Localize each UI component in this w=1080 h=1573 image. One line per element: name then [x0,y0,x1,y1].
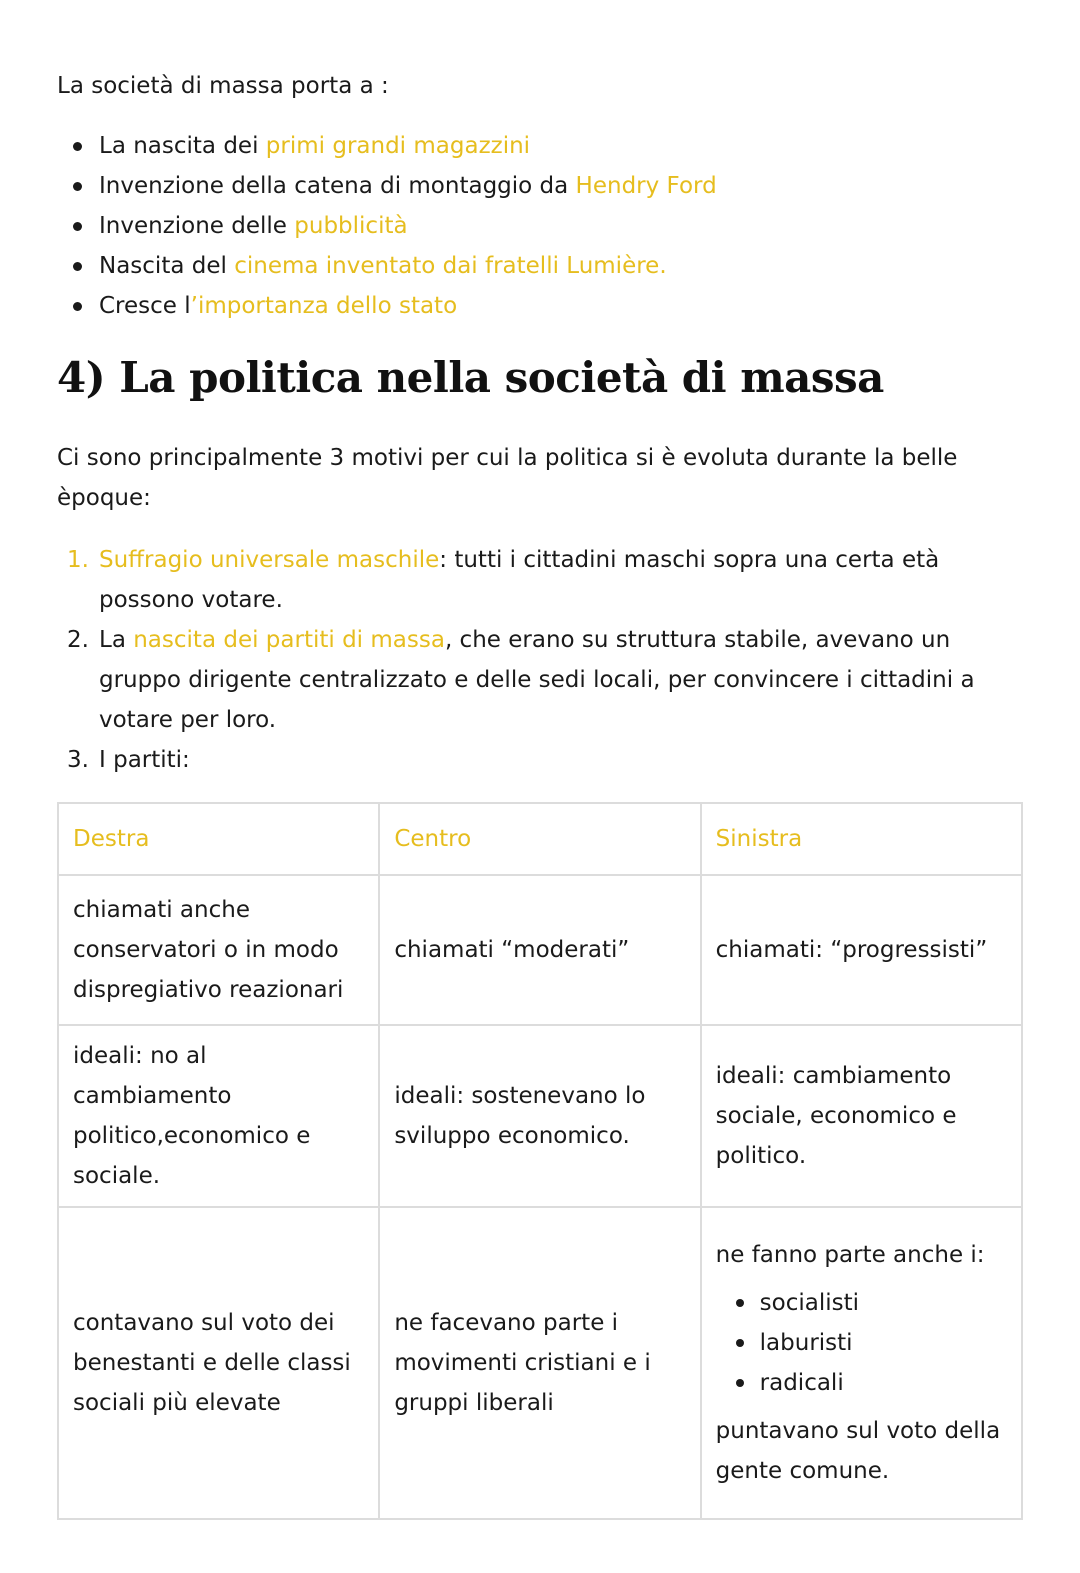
item-text: : tutti i cittadini maschi sopra una certa età possono votare. [99,547,940,613]
list-number: 2. [67,627,89,653]
table-header-row [58,803,1022,875]
list-item: radicali [716,1363,1007,1403]
item-text: Invenzione della catena di montaggio da [99,173,576,199]
parties-table [57,802,1023,1520]
list-item [57,246,717,286]
highlight-text: Suffragio universale maschile [99,547,440,573]
item-text: I partiti: [99,747,190,773]
table-row [58,1207,1022,1519]
header-destra: Destra [58,803,379,875]
table-cell: ideali: cambiamento sociale, economico e politico. [701,1025,1022,1207]
item-text: Cresce l [99,293,191,319]
table-cell: ne facevano parte i movimenti cristiani e i gruppi liberali [379,1207,700,1519]
list-item: socialisti [716,1283,1007,1323]
section-title: 4) La politica nella società di massa [57,353,884,402]
table-cell: ideali: no al cambiamento politico,economico e sociale. [58,1025,379,1207]
section-paragraph: Ci sono principalmente 3 motivi per cui la politica si è evoluta durante la belle èpoque: [57,445,958,511]
item-text: Invenzione delle [99,213,295,239]
highlight-text: pubblicità [294,213,408,239]
highlight-text: primi grandi magazzini [265,133,531,159]
item-text: Nascita del [99,253,235,279]
table-cell-sinistra [701,1207,1022,1519]
intro-text: La società di massa porta a : [57,73,389,99]
list-item [57,206,717,246]
header-sinistra: Sinistra [701,803,1022,875]
list-number: 1. [67,547,89,573]
list-item: laburisti [716,1323,1007,1363]
party-list [716,1283,1007,1403]
mass-society-list [57,126,717,326]
highlight-text: nascita dei partiti di massa [133,627,445,653]
table-cell: chiamati “moderati” [379,875,700,1025]
list-number: 3. [67,747,89,773]
list-item [57,740,997,780]
cell-intro: ne fanno parte anche i: [715,1242,985,1268]
table-cell: chiamati anche conservatori o in modo dispregiativo reazionari [58,875,379,1025]
table-row [58,1025,1022,1207]
item-text: La [99,627,134,653]
list-item [57,620,997,740]
item-text: La nascita dei [99,133,266,159]
table-cell: contavano sul voto dei benestanti e delle classi sociali più elevate [58,1207,379,1519]
list-item [57,126,717,166]
table-cell: ideali: sostenevano lo sviluppo economico. [379,1025,700,1207]
reasons-list [57,540,997,780]
highlight-text: Hendry Ford [575,173,717,199]
list-item [57,286,717,326]
highlight-text: ’importanza dello stato [190,293,458,319]
highlight-text: cinema inventato dai fratelli Lumière. [234,253,667,279]
list-item [57,166,717,206]
table-cell: chiamati: “progressisti” [701,875,1022,1025]
cell-outro: puntavano sul voto della gente comune. [715,1418,1001,1484]
table-row [58,875,1022,1025]
header-centro: Centro [379,803,700,875]
list-item [57,540,997,620]
item-text: , che erano su struttura stabile, avevano un gruppo dirigente centralizzato e delle sedi locali, per convincere i cittadini a votare per loro. [99,627,975,733]
